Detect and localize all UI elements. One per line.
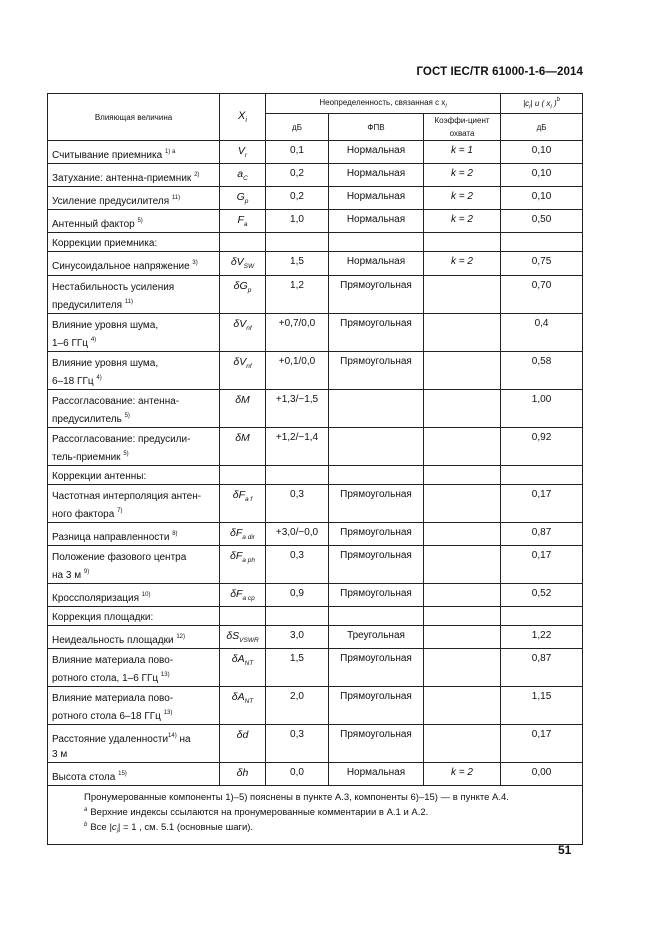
quantity-name-cont: 3 м [52, 749, 68, 760]
note-ref: 5) [123, 451, 129, 457]
distribution-cell: Треугольная [329, 626, 424, 649]
quantity-name: Синусоидальное напряжение [52, 261, 190, 272]
result-cell: 0,70 [501, 276, 583, 314]
result-cell: 0,52 [501, 584, 583, 607]
coverage-cell: k = 2 [424, 210, 501, 233]
table-row [48, 141, 583, 164]
column-header-uncertainty: Неопределенность, связанная с $x_i$ [266, 94, 501, 114]
table-row [48, 352, 583, 390]
note-ref: 8) [172, 531, 178, 537]
distribution-cell: Прямоугольная [329, 584, 424, 607]
table-row [48, 164, 583, 187]
distribution-cell: Прямоугольная [329, 725, 424, 763]
quantity-name: Рассогласование: антенна- [52, 396, 180, 407]
footnote-a: $^a$ Верхние индексы ссылаются на пронумерованные комментарии в А.1 и А.2. [84, 807, 429, 818]
note-ref: 15) [118, 771, 127, 777]
section-label: Коррекция площадки: [48, 607, 220, 626]
quantity-cell [48, 164, 220, 187]
coverage-cell: k = 2 [424, 763, 501, 786]
column-header-quantity: Влияющая величина [48, 94, 220, 141]
note-ref: 4) [96, 375, 102, 381]
result-cell: 0,87 [501, 649, 583, 687]
quantity-name-cont: на 3 м [52, 570, 82, 581]
quantity-name-cont: 6–18 ГГц [52, 376, 94, 387]
quantity-cell [48, 626, 220, 649]
coverage-cell [424, 584, 501, 607]
footnote-b: $^b$ Все $|c_i| = 1$ , см. 5.1 (основные шаги). [84, 822, 254, 835]
value-cell: 3,0 [266, 626, 329, 649]
value-cell: 0,2 [266, 164, 329, 187]
symbol-cell: $F_a$ [220, 210, 266, 233]
symbol-cell: $\delta V_{nf}$ [220, 314, 266, 352]
quantity-cell [48, 485, 220, 523]
subheader-db2: дБ [501, 114, 583, 141]
table-row [48, 546, 583, 584]
section-row [48, 233, 583, 252]
result-cell: 1,22 [501, 626, 583, 649]
quantity-name: Частотная интерполяция антен- [52, 491, 202, 502]
result-cell: 0,17 [501, 485, 583, 523]
note-ref: 5) [124, 413, 130, 419]
symbol-cell: $\delta G_p$ [220, 276, 266, 314]
result-cell: 0,87 [501, 523, 583, 546]
quantity-name: Кроссполяризация [52, 593, 139, 604]
symbol-cell: $\delta F_{a dir}$ [220, 523, 266, 546]
quantity-name: Антенный фактор [52, 219, 135, 230]
distribution-cell: Прямоугольная [329, 485, 424, 523]
coverage-cell: k = 2 [424, 252, 501, 276]
quantity-cell [48, 584, 220, 607]
quantity-name-cont: 1–6 ГГц [52, 338, 89, 349]
column-header-symbol: $X_i$ [220, 94, 266, 141]
symbol-cell: $V_r$ [220, 141, 266, 164]
coverage-cell [424, 649, 501, 687]
table-footnotes [48, 786, 583, 845]
note-ref: 9) [83, 569, 90, 575]
note-ref: 13) [160, 672, 170, 678]
note-ref: 7) [117, 508, 123, 514]
quantity-name: Затухание: антенна-приемник [52, 173, 192, 184]
column-header-ci: $|c_i|$ u ( $x_i$ )$^b$ [501, 94, 583, 114]
distribution-cell: Прямоугольная [329, 276, 424, 314]
quantity-cell [48, 141, 220, 164]
table-row [48, 725, 583, 763]
table-row [48, 763, 583, 786]
subheader-coverage: Коэффи-циент охвата [424, 114, 501, 141]
value-cell: +1,2/−1,4 [266, 428, 329, 466]
coverage-cell: k = 1 [424, 141, 501, 164]
result-cell: 0,10 [501, 187, 583, 210]
coverage-cell [424, 485, 501, 523]
quantity-cell [48, 210, 220, 233]
distribution-cell [329, 428, 424, 466]
quantity-cell [48, 276, 220, 314]
value-cell: 0,3 [266, 485, 329, 523]
distribution-cell: Нормальная [329, 164, 424, 187]
symbol-cell: $\delta A_{NT}$ [220, 687, 266, 725]
result-cell: 0,92 [501, 428, 583, 466]
quantity-name-cont: ротного стола 6–18 ГГц [52, 711, 161, 722]
value-cell: 0,0 [266, 763, 329, 786]
symbol-cell: δM [220, 390, 266, 428]
value-cell: 1,5 [266, 252, 329, 276]
coverage-cell [424, 725, 501, 763]
value-cell: 1,0 [266, 210, 329, 233]
table-row [48, 187, 583, 210]
quantity-cell [48, 252, 220, 276]
symbol-cell: $a_C$ [220, 164, 266, 187]
quantity-name-cont: ного фактора [52, 509, 115, 520]
quantity-name: Влияние уровня шума, [52, 320, 159, 331]
coverage-cell [424, 352, 501, 390]
symbol-cell: $\delta F_{a cp}$ [220, 584, 266, 607]
uncertainty-table [47, 93, 583, 845]
quantity-cell [48, 687, 220, 725]
quantity-name: Считывание приемника [52, 150, 163, 161]
quantity-name: Нестабильность усиления [52, 282, 175, 293]
note-ref: 14) [168, 733, 177, 739]
quantity-cell [48, 649, 220, 687]
symbol-cell: $\delta S_{VSWR}$ [220, 626, 266, 649]
coverage-cell [424, 276, 501, 314]
result-cell: 0,50 [501, 210, 583, 233]
note-ref: 2) [194, 172, 200, 178]
section-row [48, 466, 583, 485]
symbol-cell: $\delta V_{SW}$ [220, 252, 266, 276]
distribution-cell: Нормальная [329, 187, 424, 210]
result-cell: 0,58 [501, 352, 583, 390]
distribution-cell: Нормальная [329, 210, 424, 233]
result-cell: 0,4 [501, 314, 583, 352]
quantity-name: Положение фазового центра [52, 552, 187, 563]
symbol-cell: δd [220, 725, 266, 763]
table-row [48, 314, 583, 352]
value-cell: 1,5 [266, 649, 329, 687]
quantity-cell [48, 390, 220, 428]
table-row [48, 390, 583, 428]
quantity-name-cont: тель-приемник [52, 452, 121, 463]
value-cell: 0,1 [266, 141, 329, 164]
table-row [48, 584, 583, 607]
coverage-cell [424, 390, 501, 428]
result-cell: 1,15 [501, 687, 583, 725]
note-ref: 12) [176, 634, 185, 640]
page-number: 51 [558, 843, 572, 857]
table-row [48, 485, 583, 523]
value-cell: +0,7/0,0 [266, 314, 329, 352]
value-cell: 1,2 [266, 276, 329, 314]
footnote-row [48, 786, 583, 845]
value-cell: 0,3 [266, 725, 329, 763]
distribution-cell: Прямоугольная [329, 687, 424, 725]
quantity-cell: Расстояние удаленности$^{14)}$ на 3 м [48, 725, 220, 763]
subheader-fpv: ФПВ [329, 114, 424, 141]
value-cell: 0,9 [266, 584, 329, 607]
distribution-cell: Прямоугольная [329, 523, 424, 546]
value-cell: +3,0/−0,0 [266, 523, 329, 546]
footnote-components: Пронумерованные компоненты 1)–5) пояснены в пункте А.3, компоненты 6)–15) — в пункте А.4. [84, 792, 509, 803]
note-ref: 13) [163, 710, 173, 716]
coverage-cell [424, 314, 501, 352]
quantity-name: Влияние материала пово- [52, 655, 174, 666]
note-ref: 10) [141, 592, 151, 598]
quantity-cell [48, 314, 220, 352]
coverage-cell: k = 2 [424, 164, 501, 187]
value-cell: +1,3/−1,5 [266, 390, 329, 428]
table-row [48, 252, 583, 276]
quantity-name: Неидеальность площадки [52, 635, 174, 646]
section-label: Коррекции антенны: [48, 466, 220, 485]
result-cell: 0,10 [501, 164, 583, 187]
distribution-cell: Прямоугольная [329, 314, 424, 352]
note-ref: 1) a [164, 149, 176, 155]
quantity-name: Усиление предусилителя [52, 196, 170, 207]
section-row [48, 607, 583, 626]
value-cell: 2,0 [266, 687, 329, 725]
quantity-name: Влияние материала пово- [52, 693, 174, 704]
symbol-cell: $\delta F_{a ph}$ [220, 546, 266, 584]
quantity-name-cont: предусилитель [52, 414, 122, 425]
quantity-name: Высота стола [52, 772, 116, 783]
table-row [48, 428, 583, 466]
note-ref: 11) [171, 195, 181, 201]
quantity-name-cont: ротного стола, 1–6 ГГц [52, 673, 159, 684]
symbol-cell: $\delta A_{NT}$ [220, 649, 266, 687]
result-cell: 0,17 [501, 725, 583, 763]
quantity-cell [48, 546, 220, 584]
table-row [48, 523, 583, 546]
coverage-cell [424, 523, 501, 546]
subheader-db: дБ [266, 114, 329, 141]
result-cell: 1,00 [501, 390, 583, 428]
quantity-name: Разница направленности [52, 532, 170, 543]
distribution-cell: Прямоугольная [329, 649, 424, 687]
distribution-cell: Нормальная [329, 763, 424, 786]
table-row [48, 276, 583, 314]
value-cell: +0,1/0,0 [266, 352, 329, 390]
symbol-cell: $G_p$ [220, 187, 266, 210]
result-cell: 0,17 [501, 546, 583, 584]
table-row [48, 626, 583, 649]
distribution-cell: Нормальная [329, 141, 424, 164]
quantity-cell [48, 523, 220, 546]
quantity-cell [48, 352, 220, 390]
symbol-cell: δM [220, 428, 266, 466]
value-cell: 0,3 [266, 546, 329, 584]
quantity-name-cont: предусилителя [52, 300, 122, 311]
quantity-cell [48, 187, 220, 210]
coverage-cell [424, 626, 501, 649]
note-ref: 5) [137, 218, 143, 224]
distribution-cell: Нормальная [329, 252, 424, 276]
distribution-cell: Прямоугольная [329, 352, 424, 390]
document-header: ГОСТ IEC/TR 61000-1-6—2014 [416, 66, 583, 78]
result-cell: 0,75 [501, 252, 583, 276]
distribution-cell [329, 390, 424, 428]
quantity-name: Влияние уровня шума, [52, 358, 159, 369]
table-row [48, 210, 583, 233]
section-label: Коррекции приемника: [48, 233, 220, 252]
quantity-name: Рассогласование: предусили- [52, 434, 191, 445]
coverage-cell: k = 2 [424, 187, 501, 210]
symbol-cell: $\delta V_{nf}$ [220, 352, 266, 390]
symbol-cell: δh [220, 763, 266, 786]
result-cell: 0,00 [501, 763, 583, 786]
coverage-cell [424, 687, 501, 725]
note-ref: 11) [124, 299, 134, 305]
result-cell: 0,10 [501, 141, 583, 164]
note-ref: 4) [90, 337, 97, 343]
value-cell: 0,2 [266, 187, 329, 210]
note-ref: 3) [192, 260, 198, 266]
table-row [48, 649, 583, 687]
table-row [48, 687, 583, 725]
distribution-cell: Прямоугольная [329, 546, 424, 584]
symbol-cell: $\delta F_{a f}$ [220, 485, 266, 523]
quantity-cell [48, 763, 220, 786]
coverage-cell [424, 428, 501, 466]
coverage-cell [424, 546, 501, 584]
quantity-cell [48, 428, 220, 466]
quantity-name: Расстояние удаленности [52, 734, 169, 745]
